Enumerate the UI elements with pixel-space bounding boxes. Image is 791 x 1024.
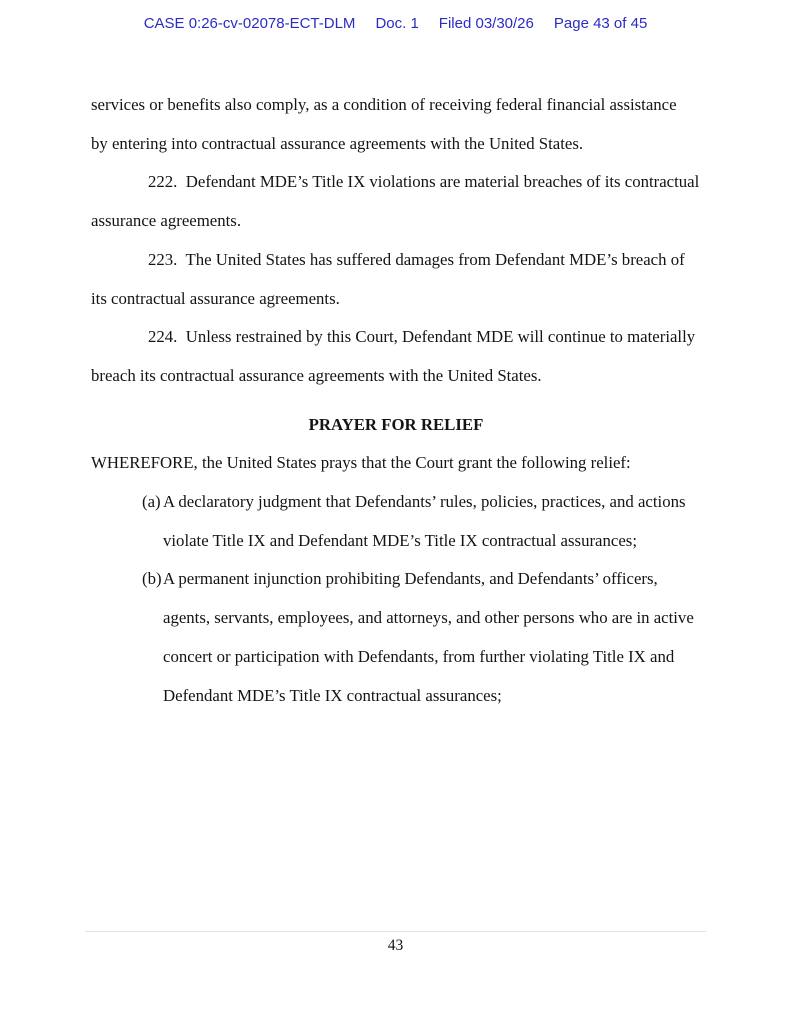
- doc-number: Doc. 1: [375, 15, 419, 32]
- paragraph-line: services or benefits also comply, as a condition of receiving federal financial assistance: [91, 95, 677, 114]
- ecf-stamp-header: [0, 15, 791, 32]
- filed-date: Filed 03/30/26: [438, 15, 534, 32]
- list-item-first-line: [91, 483, 701, 522]
- list-item-line: concert or participation with Defendants, from further violating Title IX and: [163, 646, 675, 666]
- page-of-label: Page 43 of 45: [553, 15, 648, 32]
- paragraph-line: 224. Unless restrained by this Court, Defendant MDE will continue to materially: [148, 327, 696, 347]
- list-item-line: Defendant MDE’s Title IX contractual assurances;: [163, 685, 502, 705]
- list-item-marker: (a): [142, 492, 161, 512]
- paragraph-line: 223. The United States has suffered damages from Defendant MDE’s breach of: [148, 249, 685, 269]
- list-item-text: A permanent injunction prohibiting Defendants, and Defendants’ officers,: [163, 569, 658, 589]
- list-item-text: A declaratory judgment that Defendants’ rules, policies, practices, and actions: [163, 492, 686, 512]
- paragraph-line: assurance agreements.: [91, 211, 242, 231]
- list-item-line: agents, servants, employees, and attorneys, and other persons who are in active: [163, 608, 694, 628]
- paragraph-line: 222. Defendant MDE’s Title IX violations are material breaches of its contractual: [148, 172, 700, 192]
- case-number: CASE 0:26-cv-02078-ECT-DLM: [143, 15, 356, 32]
- footer-divider: [85, 931, 706, 932]
- paragraph-line: its contractual assurance agreements.: [91, 288, 340, 308]
- list-item-line: violate Title IX and Defendant MDE’s Title IX contractual assurances;: [163, 530, 637, 550]
- page-number: 43: [387, 937, 404, 954]
- paragraph-line: breach its contractual assurance agreements with the United States.: [91, 365, 542, 385]
- document-body: [91, 86, 701, 715]
- paragraph-line: WHEREFORE, the United States prays that the Court grant the following relief:: [91, 453, 631, 473]
- section-heading: PRAYER FOR RELIEF: [308, 414, 484, 434]
- list-item-marker: (b): [142, 569, 162, 589]
- list-item-first-line: [91, 560, 701, 599]
- paragraph-line: by entering into contractual assurance agreements with the United States.: [91, 133, 584, 153]
